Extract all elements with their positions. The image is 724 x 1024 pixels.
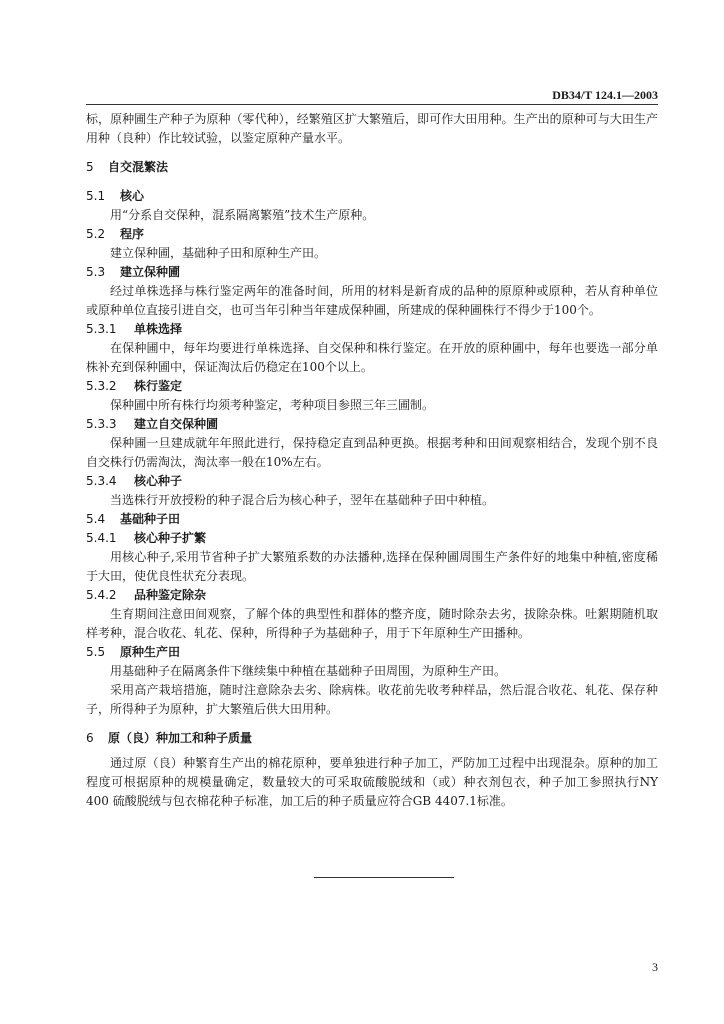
section-number: 5.2	[86, 227, 106, 241]
section-5-4-1-heading	[86, 529, 658, 548]
section-title: 单株选择	[134, 322, 183, 336]
section-number: 5.3	[86, 265, 106, 279]
section-5-3-1-heading	[86, 320, 658, 339]
section-title: 核心种子扩繁	[134, 531, 207, 545]
section-5-1-text: 用“分系自交保种，混系隔离繁殖”技术生产原种。	[110, 208, 375, 222]
section-title: 自交混繁法	[108, 160, 169, 174]
section-5-4-1-text: 用核心种子,采用节省种子扩大繁殖系数的办法播种,选择在保种圃周围生产条件好的地集中种植,密度稀于大田，使优良性状充分表现。	[86, 550, 658, 583]
section-title: 株行鉴定	[134, 379, 183, 393]
section-5-3-text: 经过单株选择与株行鉴定两年的准备时间，所用的材料是新育成的品种的原原种或原种，若从育种单位或原种单位直接引进自交，也可当年引种当年建成保种圃，所建成的保种圃株行不得少于100个。	[86, 284, 658, 317]
section-5-3-4-heading	[86, 472, 658, 491]
section-number: 5.1	[86, 189, 106, 203]
section-5-heading	[86, 158, 658, 177]
section-6-heading	[86, 729, 658, 748]
header-rule	[86, 104, 658, 105]
section-number: 5.5	[86, 645, 106, 659]
section-title: 原种生产田	[120, 645, 181, 659]
document-code: DB34/T 124.1—2003	[552, 88, 658, 102]
section-5-3-3-text: 保种圃一旦建成就年年照此进行，保持稳定直到品种更换。根据考种和田间观察相结合，发现个别不良自交株行仍需淘汰，淘汰率一般在10%左右。	[86, 436, 658, 469]
intro-paragraph: 标，原种圃生产种子为原种（零代种），经繁殖区扩大繁殖后，即可作大田用种。生产出的原种可与大田生产用种（良种）作比较试验，以鉴定原种产量水平。	[86, 112, 658, 145]
section-number: 5.3.2	[86, 379, 117, 393]
section-5-3-2-heading	[86, 377, 658, 396]
section-5-3-1-text: 在保种圃中，每年均要进行单株选择、自交保种和株行鉴定。在开放的原种圃中，每年也要选一部分单株补充到保种圃中，保证淘汰后仍稳定在100个以上。	[86, 341, 658, 374]
section-number: 5.4.1	[86, 531, 117, 545]
section-number: 6	[86, 731, 94, 745]
section-5-5-text-1: 用基础种子在隔离条件下继续集中种植在基础种子田周围，为原种生产田。	[110, 664, 507, 678]
section-number: 5.4.2	[86, 588, 117, 602]
section-title: 建立自交保种圃	[134, 417, 219, 431]
section-5-4-2-heading	[86, 586, 658, 605]
section-title: 建立保种圃	[120, 265, 181, 279]
document-body	[86, 110, 658, 811]
section-title: 核心种子	[134, 474, 183, 488]
section-number: 5.4	[86, 512, 106, 526]
section-number: 5	[86, 160, 94, 174]
section-number: 5.3.1	[86, 322, 117, 336]
section-title: 核心	[120, 189, 145, 203]
section-5-1-heading	[86, 187, 658, 206]
section-5-2-text: 建立保种圃，基础种子田和原种生产田。	[110, 246, 327, 260]
section-title: 品种鉴定除杂	[134, 588, 207, 602]
section-number: 5.3.4	[86, 474, 117, 488]
section-5-5-text-2: 采用高产栽培措施，随时注意除杂去劣、除病株。收花前先收考种样品，然后混合收花、轧花、保存种子，所得种子为原种，扩大繁殖后供大田用种。	[86, 683, 658, 716]
section-5-3-4-text: 当选株行开放授粉的种子混合后为核心种子，翌年在基础种子田中种植。	[110, 493, 495, 507]
section-title: 程序	[120, 227, 145, 241]
section-number: 5.3.3	[86, 417, 117, 431]
section-6-text: 通过原（良）种繁育生产出的棉花原种，要单独进行种子加工，严防加工过程中出现混杂。原种的加工程度可根据原种的规模量确定，数量较大的可采取硫酸脱绒和（或）种衣剂包衣，种子加工参照执行NY 400 硫酸脱绒与包衣棉花种子标准，加工后的种子质量应符合GB 4407.1标准。	[86, 756, 658, 808]
section-title: 基础种子田	[120, 512, 181, 526]
page-number: 3	[652, 960, 658, 974]
section-5-3-3-heading	[86, 415, 658, 434]
section-5-3-heading	[86, 263, 658, 282]
section-5-5-heading	[86, 643, 658, 662]
section-title: 原（良）种加工和种子质量	[108, 731, 253, 745]
section-5-4-2-text: 生育期间注意田间观察，了解个体的典型性和群体的整齐度，随时除杂去劣，拔除杂株。吐絮期随机取样考种，混合收花、轧花、保种，所得种子为基础种子，用于下年原种生产田播种。	[86, 607, 658, 640]
section-5-3-2-text: 保种圃中所有株行均须考种鉴定，考种项目参照三年三圃制。	[110, 398, 435, 412]
end-rule	[314, 877, 454, 878]
section-5-4-heading	[86, 510, 658, 529]
section-5-2-heading	[86, 225, 658, 244]
